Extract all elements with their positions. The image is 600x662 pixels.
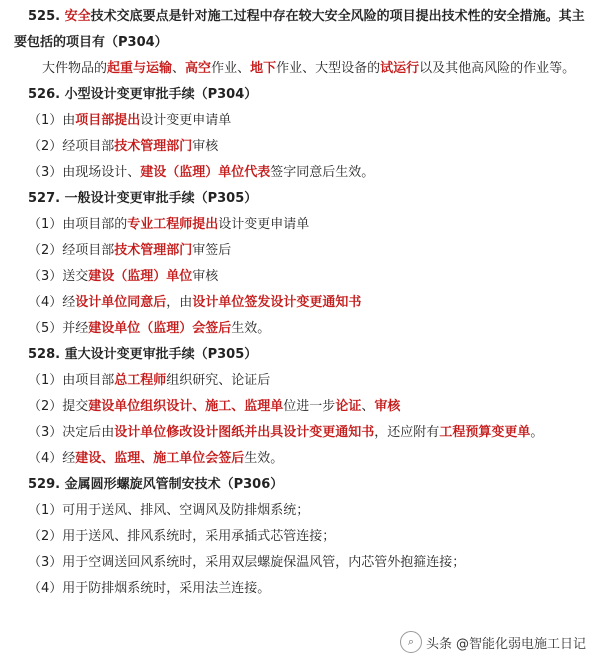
section-528-item-1: （1）由项目部总工程师组织研究、论证后 xyxy=(28,373,271,388)
section-529-item-2: （2）用于送风、排风系统时，采用承插式芯管连接； xyxy=(28,529,336,544)
section-529-heading: 529. 金属圆形螺旋风管制安技术（P306） xyxy=(28,477,284,492)
section-527-item-2: （2）经项目部技术管理部门审签后 xyxy=(28,243,232,258)
section-525-body: 大件物品的起重与运输、高空作业、地下作业、大型设备的试运行以及其他高风险的作业等。 xyxy=(42,61,576,76)
section-527-item-4: （4）经设计单位同意后，由设计单位签发设计变更通知书 xyxy=(28,295,362,310)
section-526-item-3: （3）由现场设计、建设（监理）单位代表签字同意后生效。 xyxy=(28,165,375,180)
section-528-item-3: （3）决定后由设计单位修改设计图纸并出具设计变更通知书，还应附有工程预算变更单。 xyxy=(28,425,544,440)
section-527-item-3: （3）送交建设（监理）单位审核 xyxy=(28,269,219,284)
section-528-heading: 528. 重大设计变更审批手续（P305） xyxy=(28,347,258,362)
section-527-item-5: （5）并经建设单位（监理）会签后生效。 xyxy=(28,321,271,336)
section-527-heading: 527. 一般设计变更审批手续（P305） xyxy=(28,191,258,206)
section-529-item-4: （4）用于防排烟系统时，采用法兰连接。 xyxy=(28,581,271,596)
section-528-item-2: （2）提交建设单位组织设计、施工、监理单位进一步论证、审核 xyxy=(28,399,401,414)
section-528-item-4: （4）经建设、监理、施工单位会签后生效。 xyxy=(28,451,284,466)
section-526-item-2: （2）经项目部技术管理部门审核 xyxy=(28,139,219,154)
section-529-item-3: （3）用于空调送回风系统时，采用双层螺旋保温风管，内芯管外抱箍连接； xyxy=(28,555,466,570)
watermark-text: @智能化弱电施工日记 xyxy=(455,636,586,652)
section-525-heading: 525. 安全技术交底要点是针对施工过程中存在较大安全风险的项目提出技术性的安全措施。其主要包括的项目有（P304） xyxy=(14,9,585,50)
section-526-item-1: （1）由项目部提出设计变更申请单 xyxy=(28,113,232,128)
toutiao-logo-icon: ⌕ xyxy=(400,631,422,653)
section-526-heading: 526. 小型设计变更审批手续（P304） xyxy=(28,87,258,102)
section-527-item-1: （1）由项目部的专业工程师提出设计变更申请单 xyxy=(28,217,310,232)
watermark xyxy=(396,628,590,656)
section-529-item-1: （1）可用于送风、排风、空调风及防排烟系统； xyxy=(28,503,310,518)
watermark-logo-text: 头条 xyxy=(425,636,452,652)
